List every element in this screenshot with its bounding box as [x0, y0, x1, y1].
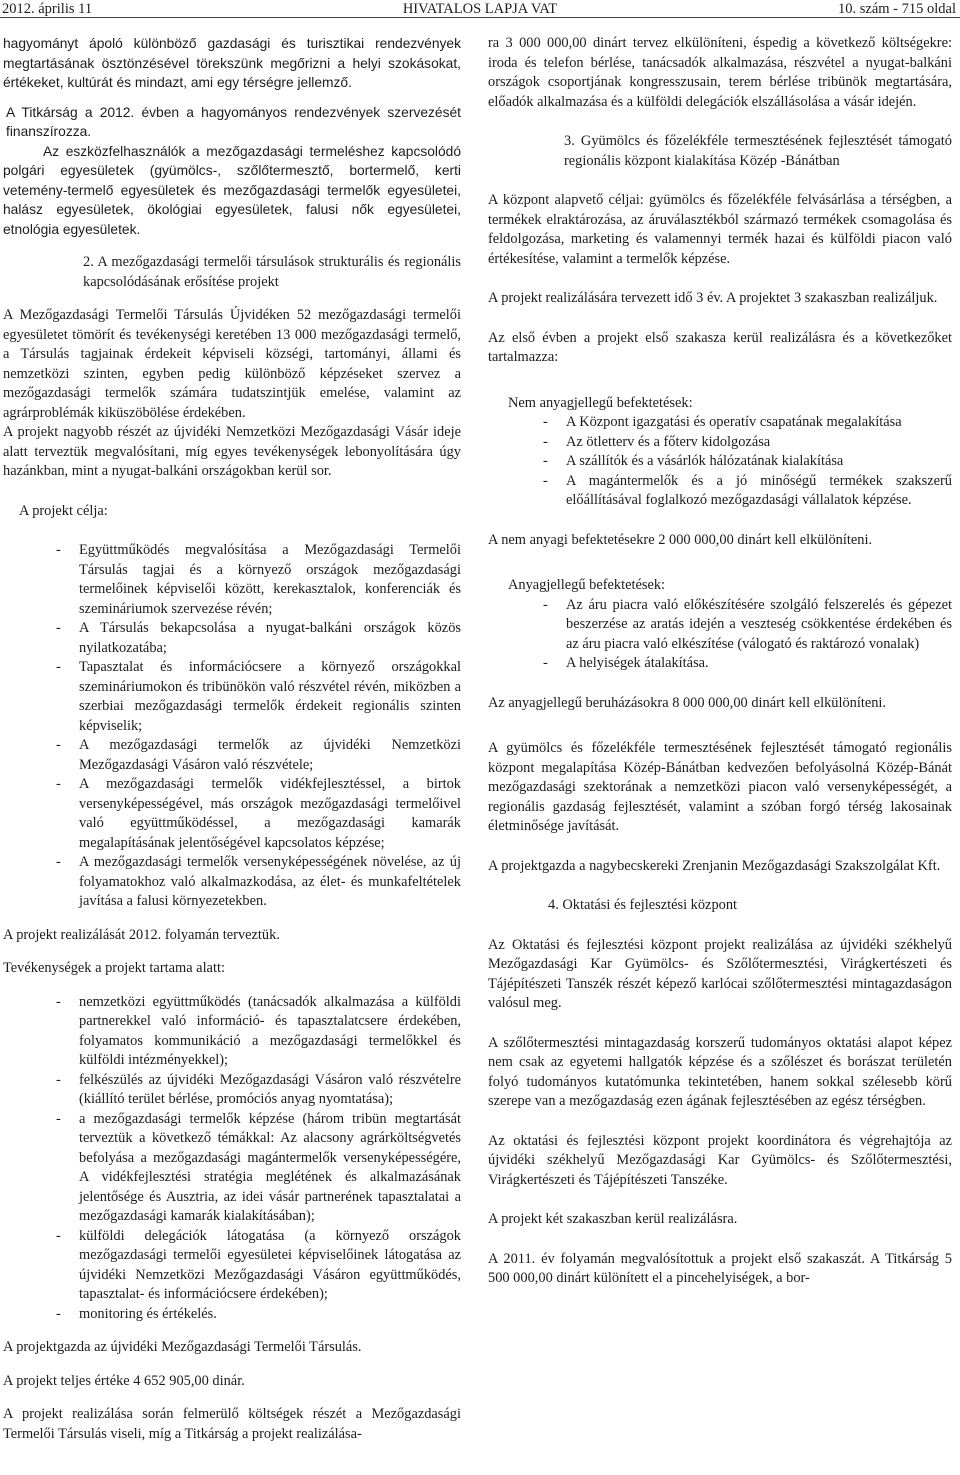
right-paragraph-8: A projektgazda a nagybecskereki Zrenjanin Mezőgazdasági Szakszolgálat Kft. [488, 857, 941, 874]
list-item: - nemzetközi együttműködés (tanácsadók alkalmazása a külföldi partnerekkel való információ- és tapasztalatcsere érdekében, folyamatos kommunikáció a mezőgazdasági termelőkkel és külföldi intézményekkel); [56, 993, 461, 1071]
right-paragraph-9: Az Oktatási és fejlesztési központ projekt realizálása az újvidéki székhelyű Mezőgazdasági Kar Gyümölcs- és Szőlőtermesztési, Virágkertészeti és Tájépítészeti Tanszék részét képező karlócai szőlőtermesztési mintagazdaságon valósul meg. [488, 936, 952, 1011]
list-item: - felkészülés az újvidéki Mezőgazdasági Vásáron való részvételre (kiállító terület bérlése, promóciós anyag nyomtatása); [56, 1071, 461, 1110]
material-label: Anyagjellegű befektetések: [508, 577, 666, 593]
list-item: - A Központ igazgatási és operatív csapatának megalakítása [543, 413, 952, 433]
material-list [488, 596, 952, 674]
list-item: - külföldi delegációk látogatása (a környező országok mezőgazdasági termelői egyesületei képviselőinek látogatása az újvidéki Nemzetközi Mezőgazdasági Vásáron együttműködés, tapasztalat- és információcsere érdekében); [56, 1227, 461, 1305]
left-paragraph-8: A projekt teljes értéke 4 652 905,00 dinár. [3, 1372, 245, 1389]
left-paragraph-9: A projekt realizálása során felmerülő költségek részét a Mezőgazdasági Termelői Társulás viseli, míg a Titkárság a projekt realizálása- [3, 1406, 461, 1442]
list-item: - A mezőgazdasági termelők az újvidéki Nemzetközi Mezőgazdasági Vásáron való részvétele; [56, 736, 461, 775]
left-paragraph-6: A projekt realizálását 2012. folyamán terveztük. [3, 926, 280, 943]
list-item: - A Társulás bekapcsolása a nyugat-balkáni országok közös nyilatkozatába; [56, 619, 461, 658]
section-4-heading: 4. Oktatási és fejlesztési központ [548, 897, 738, 913]
list-item: - A mezőgazdasági termelők versenyképességének növelése, az új folyamatokhoz való alkalmazkodása, az élet- és munkafeltételek javítása a falusi környezetekben. [56, 853, 461, 912]
nonmaterial-label: Nem anyagjellegű befektetések: [508, 394, 693, 411]
right-column [488, 34, 952, 1289]
goal-label: A projekt célja: [19, 502, 108, 519]
page-header [0, 0, 960, 22]
list-item: - a mezőgazdasági termelők képzése (három tribün megtartását terveztük a következő témákkal: Az alacsony agrárköltségvetés befolyása a mezőgazdasági magántermelők versenyképességére, A vidékfejlesztési stratégia meglétének és alkalmazásának jelentősége és Ausztria, az idei vásár partnerének tapasztalatai a mezőgazdasági kamarák kialakításában); [56, 1110, 461, 1227]
list-item: - Együttműködés megvalósítása a Mezőgazdasági Termelői Társulás tagjai és a környező országok mezőgazdasági termelőinek képviselői között, kerekasztalok, konferenciák és szemináriumok szervezése révén; [56, 541, 461, 619]
right-paragraph-12: A projekt két szakaszban kerül realizálásra. [488, 1211, 738, 1227]
right-paragraph-7: A gyümölcs és főzelékféle termesztésének fejlesztését támogató regionális központ megalapítása Közép-Bánátban kedvezően befolyásolná Közép-Bánát mezőgazdasági szektorának a nemzetközi piacon való versenyképességét, a regionális gazdaság fejlesztését, valamint a szóban forgó térség lakosainak életminősége javítását. [488, 740, 952, 834]
right-paragraph-3: A projekt realizálására tervezett idő 3 év. A projektet 3 szakaszban realizáljuk. [488, 290, 938, 306]
section-2-heading: 2. A mezőgazdasági termelői társulások strukturális és regionális kapcsolódásának erősítése projekt [83, 254, 461, 290]
left-paragraph-5: A projekt nagyobb részét az újvidéki Nemzetközi Mezőgazdasági Vásár ideje alatt terveztük megvalósítani, míg egyes tevékenységek lebonyolítására úgy hazánkban, mint a nyugat-balkáni országokban kerül sor. [3, 424, 461, 479]
header-page-number: 10. szám - 715 oldal [838, 1, 956, 17]
right-paragraph-5: A nem anyagi befektetésekre 2 000 000,00 dinárt kell elkülöníteni. [488, 531, 873, 548]
right-paragraph-13: A 2011. év folyamán megvalósítottuk a projekt első szakaszát. A Titkárság 5 500 000,00 dinárt különített el a pincehelyiségek, a bor- [488, 1250, 952, 1286]
list-item: - A helyiségek átalakítása. [543, 654, 952, 674]
section-3-heading: 3. Gyümölcs és főzelékféle termesztésének fejlesztését támogató regionális központ kialakítása Közép -Bánátban [564, 133, 952, 169]
header-date: 2012. április 11 [2, 1, 93, 17]
list-item: - A szállítók és a vásárlók hálózatának kialakítása [543, 452, 952, 472]
left-paragraph-1: hagyományt ápoló különböző gazdasági és turisztikai rendezvények megtartásának ösztönzésével törekszünk megőrizni a helyi szokásokat, értékeket, kultúrát és mindazt, ami egy térségre jellemző. [3, 36, 461, 90]
right-paragraph-2: A központ alapvető céljai: gyümölcs és főzelékféle felvásárlása a térségben, a termékek elraktározása, az áruválasztékból származó termékek csomagolása és feldolgozása, marketing és valamennyi termék hazai és külföldi piacon való értékesítése, valamint a termelők képzése. [488, 192, 952, 267]
right-paragraph-4: Az első évben a projekt első szakasza kerül realizálásra és a következőket tartalmazza: [488, 329, 952, 365]
goal-list [3, 541, 461, 912]
list-item: - monitoring és értékelés. [56, 1305, 461, 1325]
header-rule [0, 17, 960, 18]
list-item: - Tapasztalat és információcsere a környező országokkal szemináriumokon és tribünökön való részvétel révén, miközben a szerbiai mezőgazdasági termelők érdekeit regionális szinten képviselik; [56, 658, 461, 736]
left-column [3, 34, 461, 1444]
nonmaterial-list [488, 413, 952, 511]
left-paragraph-7: A projektgazda az újvidéki Mezőgazdasági Termelői Társulás. [3, 1339, 362, 1355]
right-paragraph-6: Az anyagjellegű beruházásokra 8 000 000,00 dinárt kell elkülöníteni. [488, 694, 887, 711]
list-item: - A mezőgazdasági termelők vidékfejlesztéssel, a birtok versenyképességével, más országok mezőgazdasági termelőivel való együttműködéssel, a mezőgazdasági kamarák megalapításának jelentőségével kapcsolatos képzése; [56, 775, 461, 853]
list-item: - A magántermelők és a jó minőségű termékek szakszerű előállításával foglalkozó mezőgazdasági vállalatok képzése. [543, 472, 952, 511]
left-paragraph-4: A Mezőgazdasági Termelői Társulás Újvidéken 52 mezőgazdasági termelői egyesületet tömörít és tevékenységi keretében 13 000 mezőgazdasági termelő, a Társulás tagjainak érdekeit képviseli községi, tartományi, állami és nemzetközi szinten, egyben pedig különböző képzéseket szervez a mezőgazdasági termelők számára tudatszintjük emelése, valamint az agrárproblémák kiküszöbölése érdekében. [3, 307, 461, 421]
activities-label: Tevékenységek a projekt tartama alatt: [3, 960, 225, 976]
list-item: - Az áru piacra való előkészítésére szolgáló felszerelés és gépezet beszerzése az aratás idején a veszteség csökkentése érdekében és az áru piacra való elkészítése (válogató és raktározó vonalak) [543, 596, 952, 655]
left-paragraph-2: A Titkárság a 2012. évben a hagyományos rendezvények szervezését finanszírozza. [6, 104, 461, 139]
list-item: - Az ötletterv és a főterv kidolgozása [543, 433, 952, 453]
right-paragraph-10: A szőlőtermesztési mintagazdaság korszerű tudományos oktatási alapot képez nem csak az egyetemi hallgatók képzése és a szőlészet és borászat területén folyó tudományos kutatómunka tekintetében, hanem sokkal szélesebb körű szerepe van a mezőgazdaság ezen ágának fejlesztésében az egész térségben. [488, 1034, 952, 1109]
right-paragraph-1: ra 3 000 000,00 dinárt tervez elkülöníteni, éspedig a következő költségekre: iroda és telefon bérlése, tanácsadók alkalmazása, részvétel a nyugat-balkáni országok csoportjának kongresszusain, terem bérlése tribünök megtartására, előadók alkalmazása és a külföldi delegációk elszállásolása a vásár idején. [488, 35, 952, 110]
right-paragraph-11: Az oktatási és fejlesztési központ projekt koordinátora és végrehajtója az újvidéki székhelyű Mezőgazdasági Kar Gyümölcs- és Szőlőtermesztési, Virágkertészeti és Tájépítészeti Tanszéke. [488, 1132, 952, 1188]
header-title: HIVATALOS LAPJA VAT [402, 1, 558, 17]
activities-list [3, 993, 461, 1325]
left-paragraph-3: Az eszközfelhasználók a mezőgazdasági termeléshez kapcsolódó polgári egyesületek (gyümölcs-, szőlőtermesztő, bortermelő, kerti vetemény-termelő egyesületek és mezőgazdasági termelők egyesületei, halász egyesületek, ökológiai egyesületek, falusi nők egyesületei, etnológia egyesületek. [3, 143, 461, 237]
